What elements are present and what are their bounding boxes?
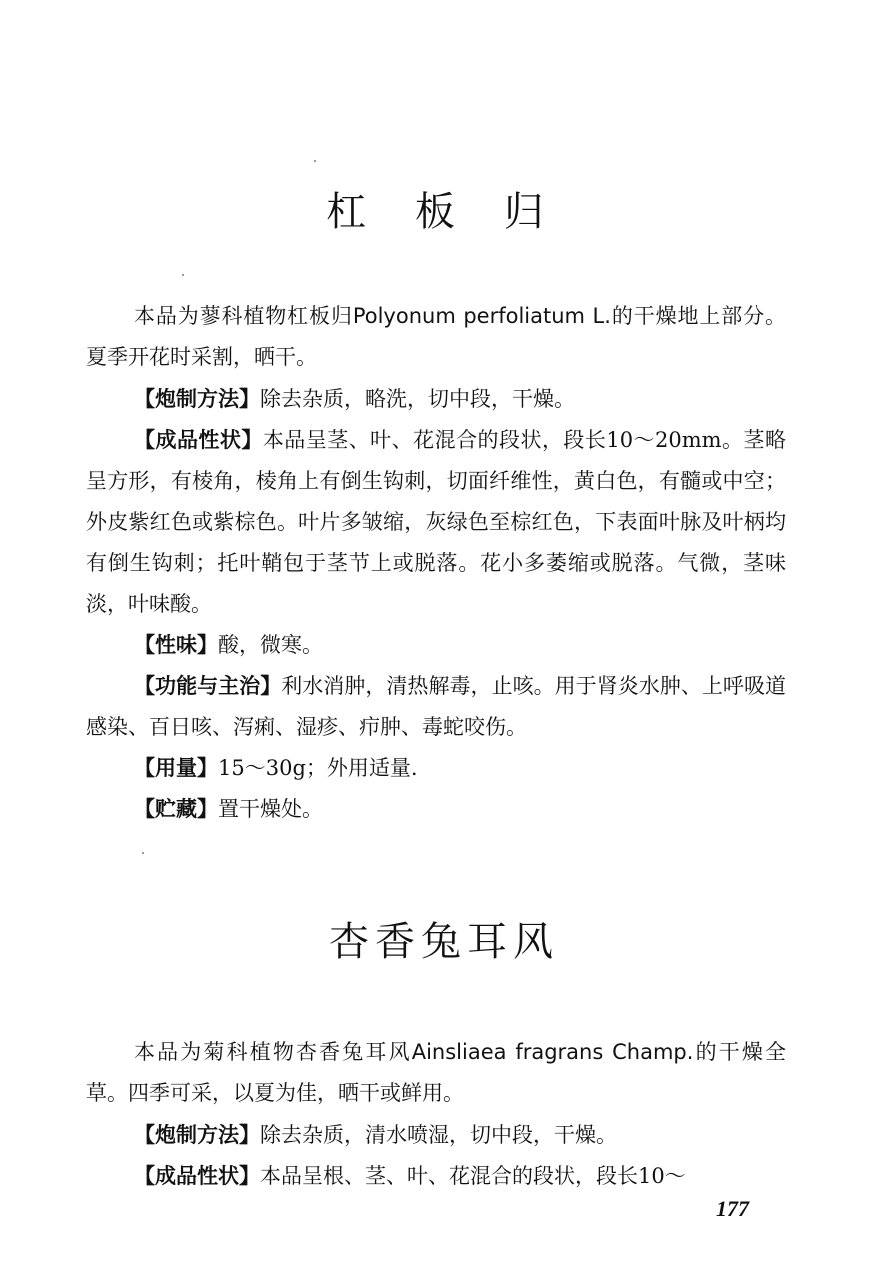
processing-text: 除去杂质，清水喷湿，切中段，干燥。 bbox=[260, 1123, 617, 1147]
dosage-text: 15～30g；外用适量. bbox=[218, 756, 418, 780]
function-label: 【功能与主治】 bbox=[134, 673, 282, 698]
processing-label: 【炮制方法】 bbox=[134, 1122, 260, 1147]
section2-processing bbox=[86, 1114, 786, 1156]
properties-label: 【成品性状】 bbox=[134, 427, 263, 452]
processing-text: 除去杂质，略洗，切中段，干燥。 bbox=[260, 387, 575, 411]
intro-suffix: 的干燥地上部分。夏季开花时采割，晒干。 bbox=[86, 304, 786, 369]
print-speck bbox=[182, 274, 184, 276]
section1-nature bbox=[86, 624, 786, 666]
intro-suffix: 的干燥全草。四季可采，以夏为佳，晒干或鲜用。 bbox=[86, 1040, 786, 1105]
function-text: 利水消肿，清热解毒，止咳。用于肾炎水肿、上呼吸道感染、百日咳、泻痢、湿疹、疖肿、毒蛇咬伤。 bbox=[86, 674, 786, 739]
nature-text: 酸，微寒。 bbox=[218, 633, 323, 657]
intro-prefix: 本品为蓼科植物杠板归 bbox=[134, 304, 353, 328]
section-title-gangbangui: 杠 板 归 bbox=[326, 189, 562, 235]
print-speck bbox=[314, 160, 316, 162]
properties-text: 本品呈根、茎、叶、花混合的段状，段长10～ bbox=[260, 1164, 686, 1188]
section1-dosage bbox=[86, 747, 786, 789]
latin-name: Ainsliaea fragrans Champ. bbox=[411, 1040, 694, 1064]
section1-function bbox=[86, 665, 786, 748]
section2-properties bbox=[86, 1155, 786, 1197]
page-number: 177 bbox=[716, 1196, 749, 1221]
dosage-label: 【用量】 bbox=[134, 755, 218, 780]
section1-intro bbox=[86, 296, 786, 378]
section1-properties bbox=[86, 419, 786, 625]
nature-label: 【性味】 bbox=[134, 632, 218, 657]
print-speck bbox=[142, 852, 144, 854]
storage-text: 置干燥处。 bbox=[218, 797, 323, 821]
section1-processing bbox=[86, 378, 786, 420]
properties-text: 本品呈茎、叶、花混合的段状，段长10～20mm。茎略呈方形，有棱角，棱角上有倒生钩刺，切面纤维性，黄白色，有髓或中空；外皮紫红色或紫棕色。叶片多皱缩，灰绿色至棕红色，下表面叶脉及叶柄均有倒生钩刺；托叶鞘包于茎节上或脱落。花小多萎缩或脱落。气微，茎味淡，叶味酸。 bbox=[86, 428, 786, 616]
latin-name: Polyonum perfoliatum L. bbox=[352, 304, 611, 328]
section1-storage bbox=[86, 788, 786, 830]
properties-label: 【成品性状】 bbox=[134, 1163, 260, 1188]
storage-label: 【贮藏】 bbox=[134, 796, 218, 821]
intro-prefix: 本品为菊科植物杏香兔耳风 bbox=[134, 1040, 412, 1064]
section-title-xingxiangtuerfeng: 杏香兔耳风 bbox=[329, 919, 559, 965]
section2-intro bbox=[86, 1032, 786, 1114]
processing-label: 【炮制方法】 bbox=[134, 386, 260, 411]
